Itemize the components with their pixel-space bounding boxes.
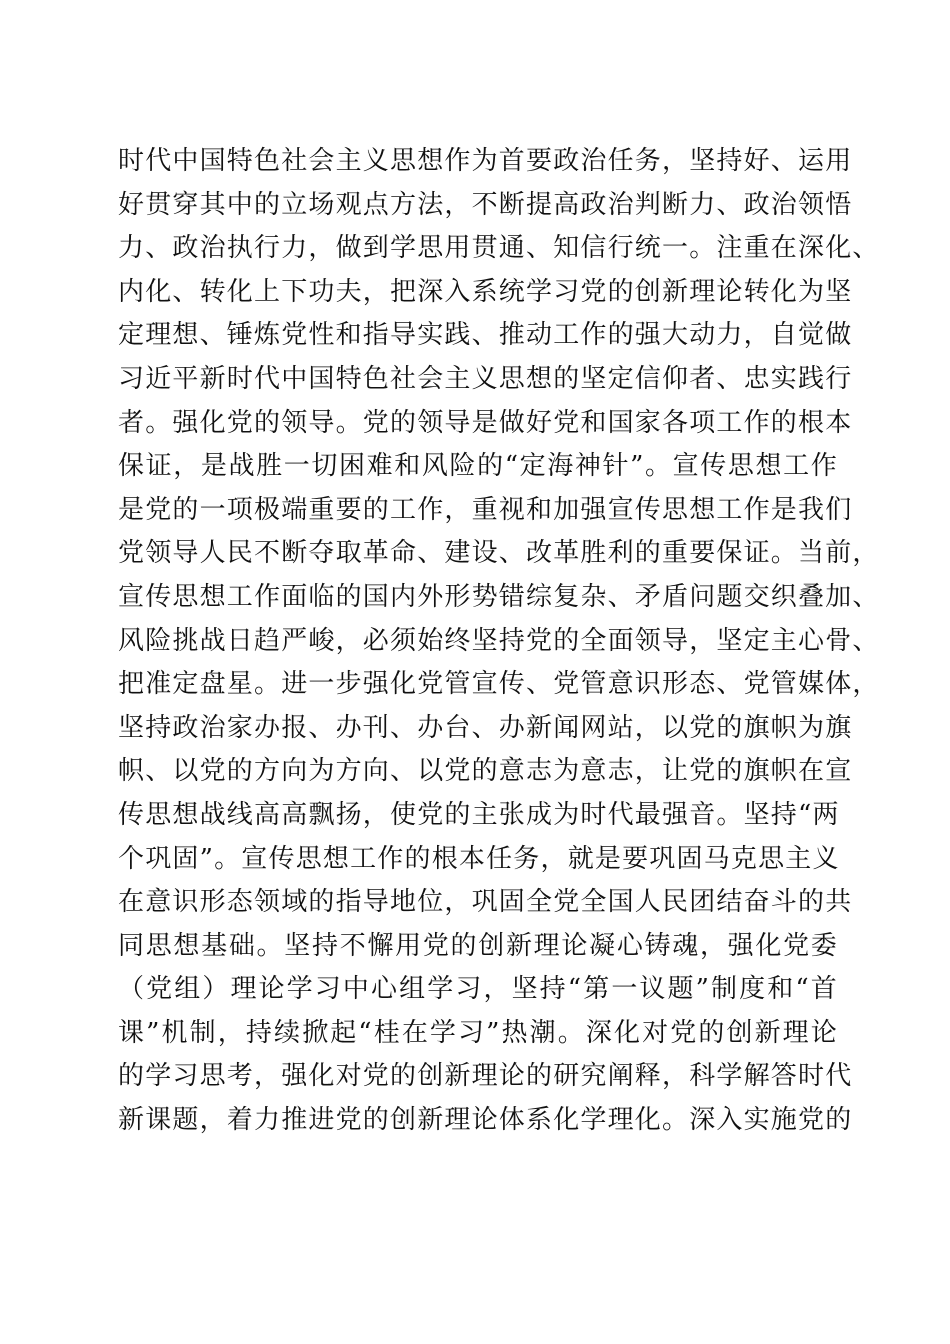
text-line: （党组）理论学习中心组学习，坚持“第一议题”制度和“首 [118,974,838,1005]
text-line: 帜、以党的方向为方向、以党的意志为意志，让党的旗帜在宣 [118,756,853,787]
text-line: 风险挑战日趋严峻，必须始终坚持党的全面领导，坚定主心骨、 [118,625,880,656]
text-line: 把准定盘星。进一步强化党管宣传、党管意识形态、党管媒体， [118,669,880,700]
text-line: 保证，是战胜一切困难和风险的“定海神针”。宣传思想工作 [118,451,838,482]
text-line: 时代中国特色社会主义思想作为首要政治任务，坚持好、运用 [118,146,853,176]
text-line: 好贯穿其中的立场观点方法，不断提高政治判断力、政治领悟 [118,189,853,220]
text-line: 新课题，着力推进党的创新理论体系化学理化。深入实施党的 [118,1105,853,1136]
text-line: 宣传思想工作面临的国内外形势错综复杂、矛盾问题交织叠加、 [118,581,880,612]
text-line: 定理想、锤炼党性和指导实践、推动工作的强大动力，自觉做 [118,320,853,351]
text-line: 习近平新时代中国特色社会主义思想的坚定信仰者、忠实践行 [118,363,853,394]
text-line: 个巩固”。宣传思想工作的根本任务，就是要巩固马克思主义 [118,843,840,874]
text-line: 者。强化党的领导。党的领导是做好党和国家各项工作的根本 [118,407,853,438]
body-text [118,140,880,1143]
text-line: 传思想战线高高飘扬，使党的主张成为时代最强音。坚持“两 [118,799,840,830]
text-line: 党领导人民不断夺取革命、建设、改革胜利的重要保证。当前， [118,538,880,569]
text-line: 坚持政治家办报、办刊、办台、办新闻网站，以党的旗帜为旗 [118,712,853,743]
text-line: 在意识形态领域的指导地位，巩固全党全国人民团结奋斗的共 [118,887,853,918]
text-line: 课”机制，持续掀起“桂在学习”热潮。深化对党的创新理论 [118,1017,838,1048]
text-line: 同思想基础。坚持不懈用党的创新理论凝心铸魂，强化党委 [118,930,838,961]
text-line: 力、政治执行力，做到学思用贯通、知信行统一。注重在深化、 [118,233,880,264]
text-line: 的学习思考，强化对党的创新理论的研究阐释，科学解答时代 [118,1061,853,1092]
text-line: 内化、转化上下功夫，把深入系统学习党的创新理论转化为坚 [118,276,853,307]
text-line: 是党的一项极端重要的工作，重视和加强宣传思想工作是我们 [118,494,853,525]
